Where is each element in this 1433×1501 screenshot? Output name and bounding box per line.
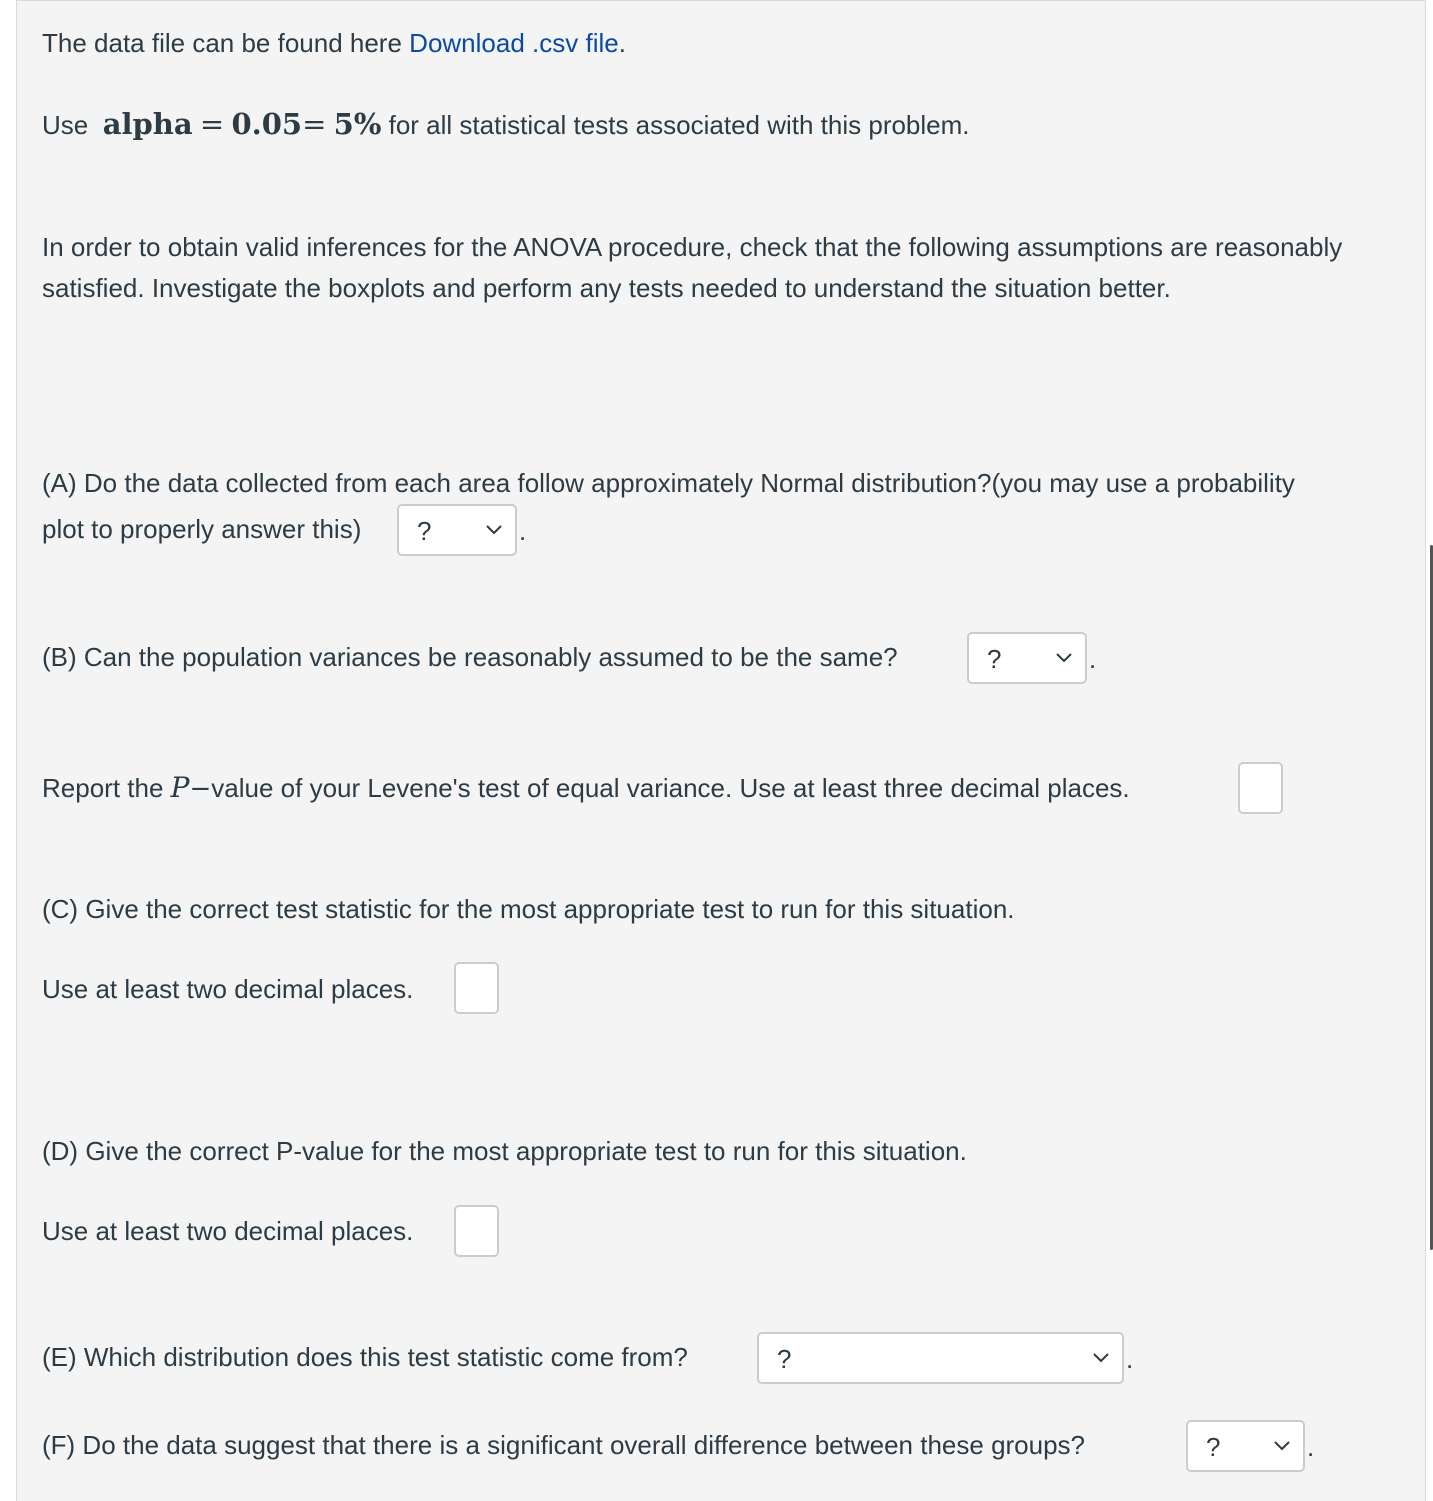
- levene-p-value-input[interactable]: [1238, 762, 1283, 814]
- question-c-decimal-text: Use at least two decimal places.: [42, 974, 414, 1004]
- levene-line: [42, 768, 1130, 809]
- question-b-text: (B) Can the population variances be reasonably assumed to be the same?: [42, 642, 898, 672]
- question-panel: [16, 0, 1426, 1501]
- question-f-period: .: [1307, 1432, 1315, 1462]
- levene-p-symbol: P: [170, 771, 190, 804]
- question-d-decimal-text: Use at least two decimal places.: [42, 1216, 414, 1246]
- assumptions-paragraph: In order to obtain valid inferences for the ANOVA procedure, check that the following assumptions are reasonably satisfied. Investigate the boxplots and perform any tests needed to understand the situation better.: [42, 232, 1343, 303]
- question-f-select[interactable]: [1186, 1420, 1305, 1472]
- alpha-value: 0.05: [231, 107, 303, 141]
- chevron-down-icon: [1273, 1439, 1291, 1451]
- question-c-statistic-input[interactable]: [454, 962, 499, 1014]
- alpha-equals-2: =: [302, 107, 327, 141]
- question-c-text: (C) Give the correct test statistic for the most appropriate test to run for this situation.: [42, 894, 1015, 924]
- alpha-label: alpha: [102, 107, 193, 141]
- question-a-line1: (A) Do the data collected from each area follow approximately Normal distribution?(you may use a probability: [42, 468, 1295, 498]
- question-d-p-value-input[interactable]: [454, 1205, 499, 1257]
- levene-text-before: Report the: [42, 773, 164, 803]
- question-a-period: .: [519, 516, 527, 546]
- data-file-text: The data file can be found here: [42, 28, 402, 58]
- chevron-down-icon: [485, 523, 503, 535]
- alpha-percent: 5%: [333, 107, 382, 141]
- question-e-select-value: ?: [777, 1344, 792, 1374]
- question-b-select[interactable]: [967, 632, 1087, 684]
- question-e-text: (E) Which distribution does this test statistic come from?: [42, 1342, 688, 1372]
- chevron-down-icon: [1092, 1351, 1110, 1363]
- question-b-period: .: [1089, 644, 1097, 674]
- alpha-rest: for all statistical tests associated with this problem.: [388, 110, 970, 140]
- data-file-line: [42, 23, 626, 63]
- levene-dash: −: [189, 774, 212, 804]
- alpha-equals: =: [199, 107, 225, 141]
- question-a-line2: plot to properly answer this): [42, 514, 362, 544]
- question-d-text: (D) Give the correct P-value for the most appropriate test to run for this situation.: [42, 1136, 967, 1166]
- question-a-select-value: ?: [417, 516, 432, 546]
- question-f-text: (F) Do the data suggest that there is a significant overall difference between these groups?: [42, 1430, 1086, 1460]
- question-b-select-value: ?: [987, 644, 1002, 674]
- chevron-down-icon: [1055, 651, 1073, 663]
- question-e-select[interactable]: [757, 1332, 1124, 1384]
- data-file-period: .: [618, 28, 626, 58]
- alpha-line: [42, 104, 970, 145]
- levene-text-after: value of your Levene's test of equal variance. Use at least three decimal places.: [211, 773, 1130, 803]
- question-e-period: .: [1126, 1344, 1134, 1374]
- question-f-select-value: ?: [1206, 1432, 1221, 1462]
- question-a-select[interactable]: [397, 504, 517, 556]
- download-csv-link[interactable]: Download .csv file: [409, 28, 619, 58]
- use-word: Use: [42, 110, 89, 140]
